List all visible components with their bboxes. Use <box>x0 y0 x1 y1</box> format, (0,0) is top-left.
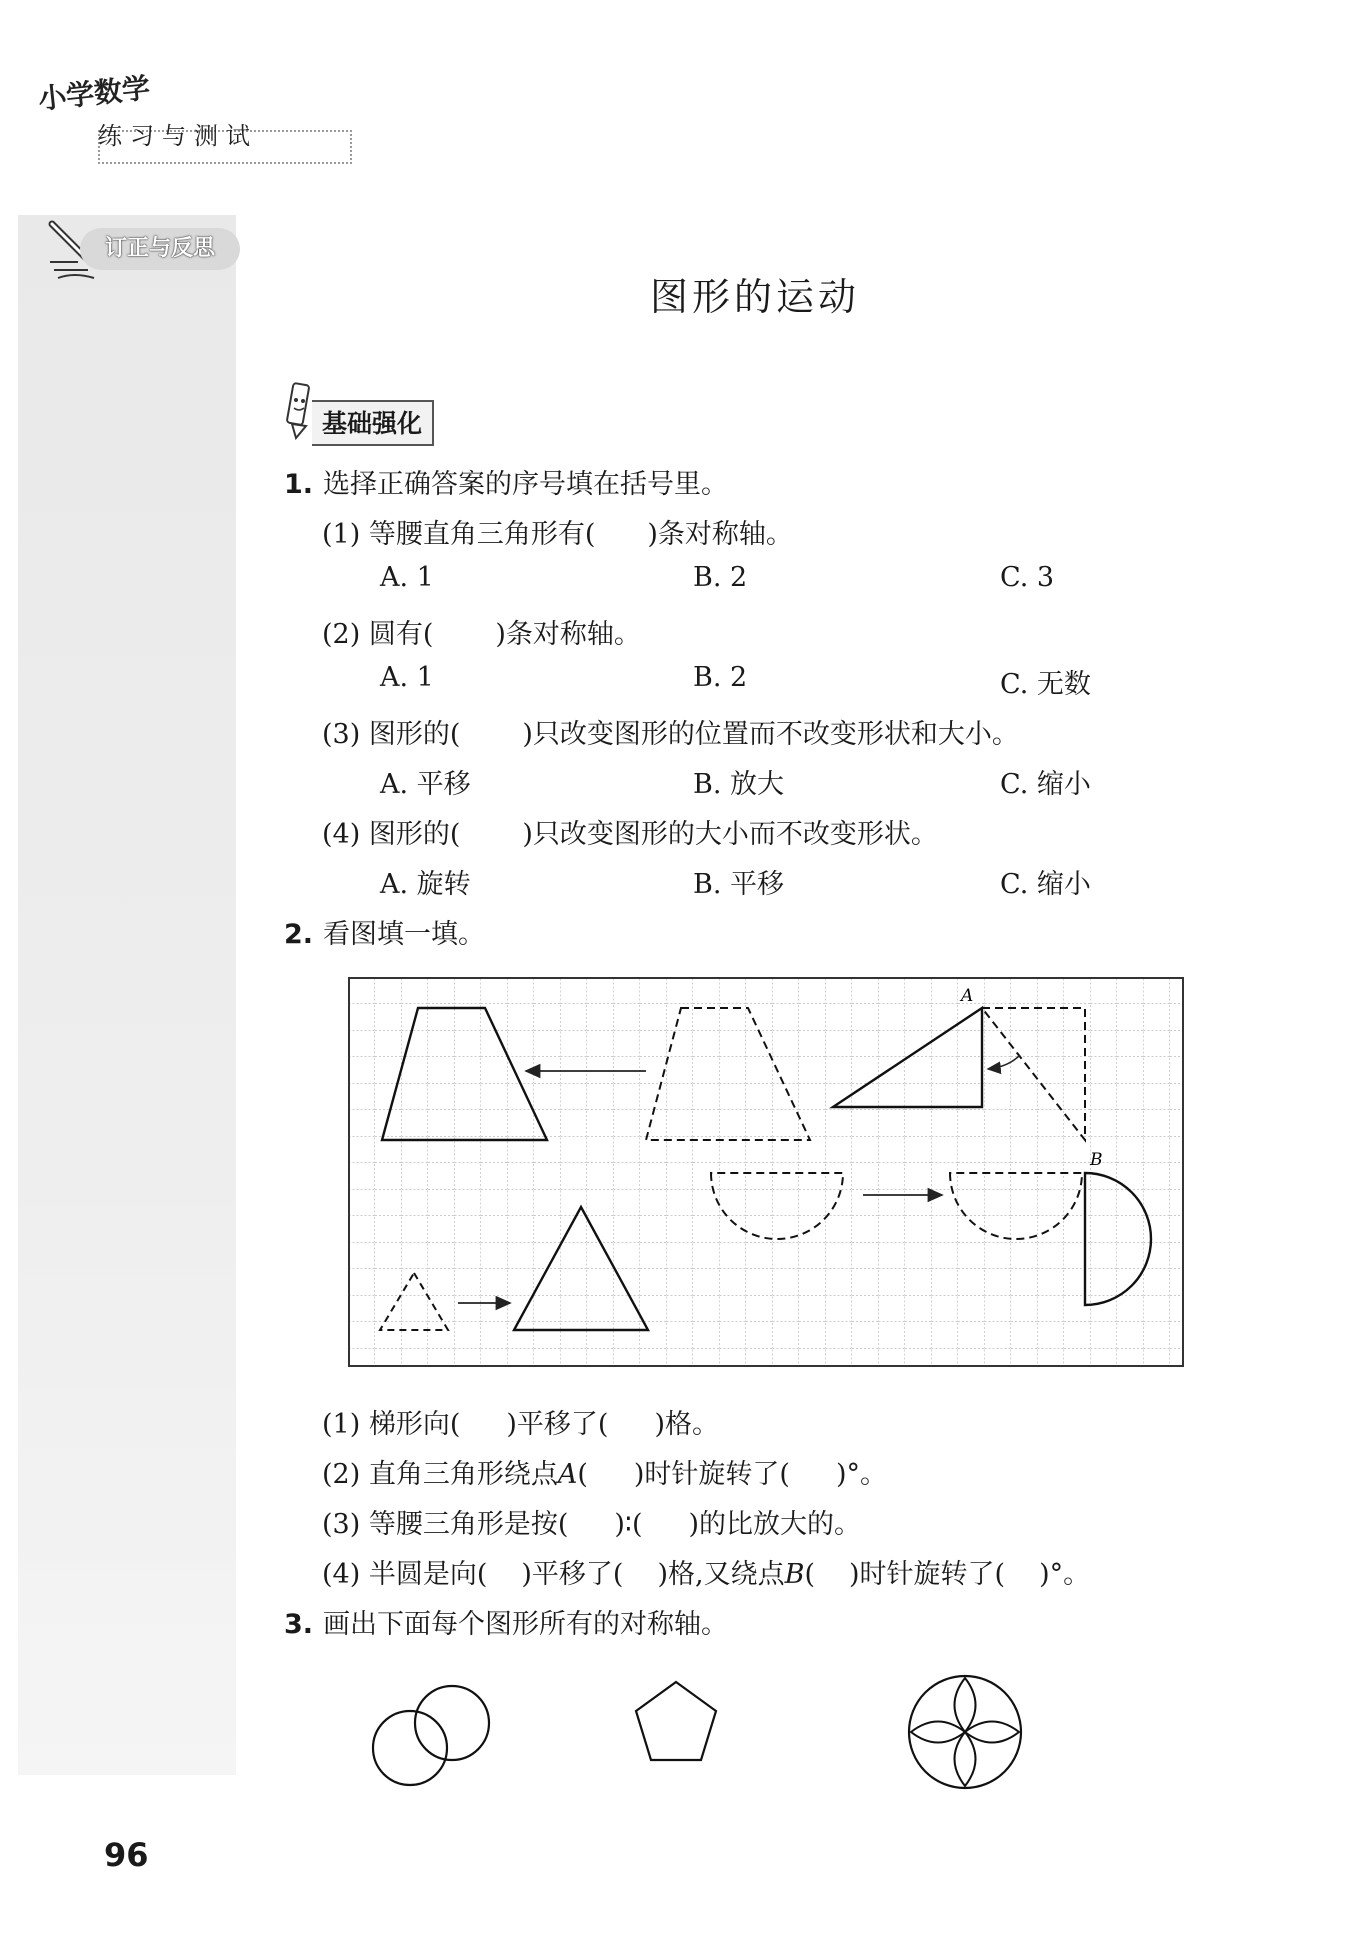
item-text-post: )条对称轴。 <box>647 519 793 550</box>
item-tag: (1) <box>322 519 361 550</box>
question-3-stem <box>284 1602 728 1641</box>
item-tag: (3) <box>322 1509 361 1540</box>
item-text: ( <box>577 1459 588 1490</box>
question-text: 看图填一填。 <box>323 919 486 950</box>
option-b: B. 平移 <box>693 869 785 900</box>
option-a: A. 平移 <box>380 769 471 800</box>
item-text-pre: 圆有( <box>368 619 434 650</box>
option-a: A. 1 <box>380 662 434 693</box>
symmetry-shapes <box>360 1670 1040 1800</box>
item-text-pre: 图形的( <box>368 819 461 850</box>
item-text-post: )只改变图形的大小而不改变形状。 <box>522 819 938 850</box>
item-text: 半圆是向( <box>368 1559 488 1590</box>
item-text: )的比放大的。 <box>688 1509 862 1540</box>
series-title: 小学数学 <box>36 71 152 116</box>
correction-margin <box>18 215 236 1775</box>
q2-item-2 <box>322 1452 887 1491</box>
point-b-ref: B <box>784 1559 805 1590</box>
option-c: C. 无数 <box>1000 669 1091 700</box>
point-b-label: B <box>1090 1150 1103 1170</box>
item-text: 直角三角形绕点 <box>368 1459 558 1490</box>
item-tag: (4) <box>322 1559 361 1590</box>
question-1-stem <box>284 462 728 501</box>
item-text: )平移了( <box>506 1409 609 1440</box>
page-title: 图形的运动 <box>649 275 860 319</box>
item-text: )°。 <box>835 1459 888 1490</box>
correction-reflection-tag: 订正与反思 <box>80 228 240 270</box>
q1-item-2 <box>322 612 641 651</box>
item-text: )°。 <box>1039 1559 1091 1590</box>
item-text: ( <box>804 1559 815 1590</box>
option-b: B. 2 <box>693 562 748 593</box>
item-tag: (4) <box>322 819 361 850</box>
series-subtitle: 练习与测试 <box>98 122 258 150</box>
q1-item-3 <box>322 712 1019 751</box>
option-b: B. 放大 <box>693 769 785 800</box>
option-a: A. 旋转 <box>380 869 471 900</box>
item-tag: (1) <box>322 1409 361 1440</box>
option-b: B. 2 <box>693 662 748 693</box>
item-text-post: )只改变图形的位置而不改变形状和大小。 <box>522 719 1019 750</box>
item-text-pre: 图形的( <box>368 719 461 750</box>
pentagon-shape[interactable] <box>636 1682 716 1760</box>
item-tag: (3) <box>322 719 361 750</box>
option-c: C. 3 <box>1000 562 1055 593</box>
item-text: )时针旋转了( <box>633 1459 790 1490</box>
q1-item-1 <box>322 512 793 551</box>
question-2-stem <box>284 912 485 951</box>
question-text: 画出下面每个图形所有的对称轴。 <box>323 1609 729 1640</box>
q1-item-4 <box>322 812 938 851</box>
item-text: 梯形向( <box>368 1409 461 1440</box>
question-number: 3. <box>284 1609 314 1640</box>
item-tag: (2) <box>322 1459 361 1490</box>
item-text: )格,又绕点 <box>657 1559 785 1590</box>
q2-item-4 <box>322 1552 1090 1591</box>
point-a-label: A <box>961 986 974 1006</box>
section-label: 基础强化 <box>312 400 434 446</box>
item-tag: (2) <box>322 619 361 650</box>
item-text-post: )条对称轴。 <box>495 619 641 650</box>
option-c: C. 缩小 <box>1000 869 1091 900</box>
q2-item-3 <box>322 1502 861 1541</box>
question-number: 2. <box>284 919 314 950</box>
item-text: )时针旋转了( <box>848 1559 1006 1590</box>
transformation-grid-figure <box>348 977 1184 1367</box>
question-text: 选择正确答案的序号填在括号里。 <box>323 469 729 500</box>
flower-circle-shape[interactable] <box>909 1676 1021 1788</box>
question-number: 1. <box>284 469 314 500</box>
option-a: A. 1 <box>380 562 434 593</box>
item-text: )∶( <box>614 1509 643 1540</box>
item-text: )格。 <box>654 1409 720 1440</box>
option-c: C. 缩小 <box>1000 769 1091 800</box>
overlapping-circles-shape[interactable] <box>373 1686 489 1785</box>
point-a-ref: A <box>557 1459 578 1490</box>
item-text: )平移了( <box>521 1559 624 1590</box>
q2-item-1 <box>322 1402 719 1441</box>
item-text-pre: 等腰直角三角形有( <box>368 519 596 550</box>
page-number: 96 <box>104 1836 149 1874</box>
item-text: 等腰三角形是按( <box>368 1509 569 1540</box>
